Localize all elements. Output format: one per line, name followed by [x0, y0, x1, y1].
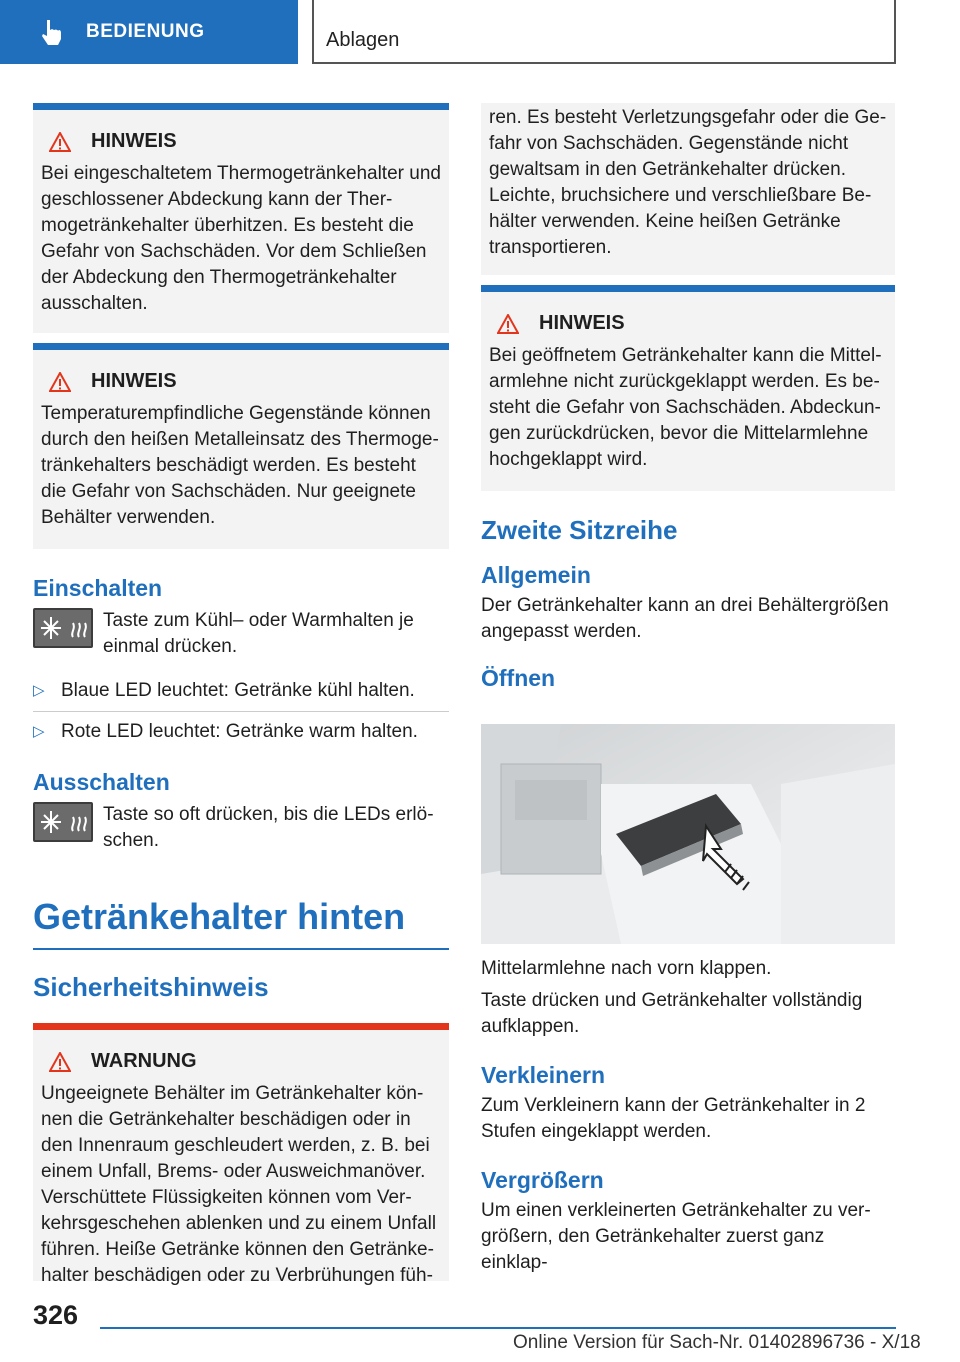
warning-triangle-icon: [497, 314, 519, 334]
section-heading-verkleinern: Verkleinern: [481, 1062, 606, 1088]
vergroessern-text: Um einen verkleinerten Getränkehalter zu vergrößern, den Getränkehalter zuerst ganz einklap-: [481, 1200, 871, 1273]
oeffnen-step-1: Mittelarmlehne nach vorn klappen.: [481, 958, 772, 979]
warning-box: [33, 1023, 449, 1286]
header-separator: [312, 0, 314, 64]
notice-text: Bei geöffnetem Getränkehalter kann die Mittelarmlehne nicht zurückgeklappt werden. Es besteht die Gefahr von Sachschäden. Abdeckungen zurückdrücken, bevor die Mittelarmlehne hochgeklappt wird.: [489, 345, 882, 470]
climate-button-image: [33, 802, 93, 842]
right-column-lower: [481, 956, 895, 1276]
climate-button-image: [33, 608, 93, 648]
header-edge: [894, 0, 896, 64]
armrest-photo: [481, 724, 895, 944]
warning-box-continued: [481, 103, 895, 275]
footer-text: Online Version für Sach-Nr. 01402896736 - X/18: [513, 1332, 921, 1353]
warning-triangle-icon: [49, 132, 71, 152]
armrest-illustration: [481, 724, 895, 944]
warning-triangle-icon: [49, 372, 71, 392]
snowflake-heat-icon: [35, 805, 91, 839]
section-heading-ausschalten: Ausschalten: [33, 769, 170, 795]
notice-title: HINWEIS: [91, 130, 177, 152]
hand-pointer-icon: [36, 17, 66, 47]
list-item: ▷ Rote LED leuchtet: Getränke warm halten.: [33, 721, 418, 742]
chapter-title: Ablagen: [326, 29, 400, 51]
notice-text: Bei eingeschaltetem Thermogetränkehalter und geschlossener Abdeckung kann der Thermogetränkehalter überhitzen. Es besteht die Gefahr von Sachschäden. Vor dem Schließen der Abdeckung den Thermogetränkehalter ausschalten.: [41, 163, 441, 314]
list-item: ▷ Blaue LED leuchtet: Getränke kühl halten.: [33, 680, 415, 701]
section-heading-sicherheit: Sicherheitshinweis: [33, 972, 269, 1002]
oeffnen-step-2: Taste drücken und Getränkehalter vollständig aufklappen.: [481, 990, 863, 1037]
warning-triangle-icon: [49, 1052, 71, 1072]
section-heading-zweite-sitzreihe: Zweite Sitzreihe: [481, 515, 678, 545]
page-title: Getränkehalter hinten: [33, 896, 406, 937]
section-heading-allgemein: Allgemein: [481, 562, 591, 588]
ausschalten-text: Taste so oft drücken, bis die LEDs erlöschen.: [103, 804, 434, 851]
warning-text: Ungeeignete Behälter im Getränkehalter können die Getränkehalter beschädigen oder in den Innenraum geschleudert werden, z. B. bei einem Unfall, Brems- oder Ausweichmanöver. Verschüttete Flüssigkeiten können vom Verkehrsgeschehen ablenken und zu einem Unfall führen. Heiße Getränke können den Getränkehalter beschädigen oder zu Verbrühungen füh-: [41, 1083, 437, 1286]
header-rule: [312, 62, 896, 64]
footer-rule: [100, 1327, 896, 1329]
warning-title: WARNUNG: [91, 1050, 197, 1072]
section-tab[interactable]: [0, 0, 298, 64]
notice-box-3: [481, 285, 895, 491]
allgemein-text: Der Getränkehalter kann an drei Behältergrößen angepasst werden.: [481, 595, 889, 642]
snowflake-heat-icon: [35, 611, 91, 645]
einschalten-text: Taste zum Kühl– oder Warmhalten je einmal drücken.: [103, 610, 414, 657]
section-heading-vergroessern: Vergrößern: [481, 1167, 604, 1193]
notice-box-2: [33, 343, 449, 549]
left-column: [33, 103, 449, 1286]
section-label: BEDIENUNG: [86, 21, 205, 42]
section-heading-einschalten: Einschalten: [33, 575, 163, 601]
notice-box-1: [33, 103, 449, 333]
verkleinern-text: Zum Verkleinern kann der Getränkehalter in 2 Stufen eingeklappt werden.: [481, 1095, 866, 1142]
right-column: [481, 103, 895, 692]
section-heading-oeffnen: Öffnen: [481, 665, 556, 691]
notice-title: HINWEIS: [91, 370, 177, 392]
notice-title: HINWEIS: [539, 312, 625, 334]
notice-text: Temperaturempfindliche Gegenstände können durch den heißen Metalleinsatz des Thermogetränkehalters beschädigt werden. Es besteht die Gefahr von Sachschäden. Nur geeignete Behälter verwenden.: [41, 403, 439, 528]
warning-text-continued: ren. Es besteht Verletzungsgefahr oder die Gefahr von Sachschäden. Gegenstände nicht gewaltsam in den Getränkehalter drücken. Leichte, bruchsichere und verschließbare Behälter verwenden. Keine heißen Getränke transportieren.: [489, 107, 887, 258]
page-number: 326: [33, 1300, 79, 1330]
